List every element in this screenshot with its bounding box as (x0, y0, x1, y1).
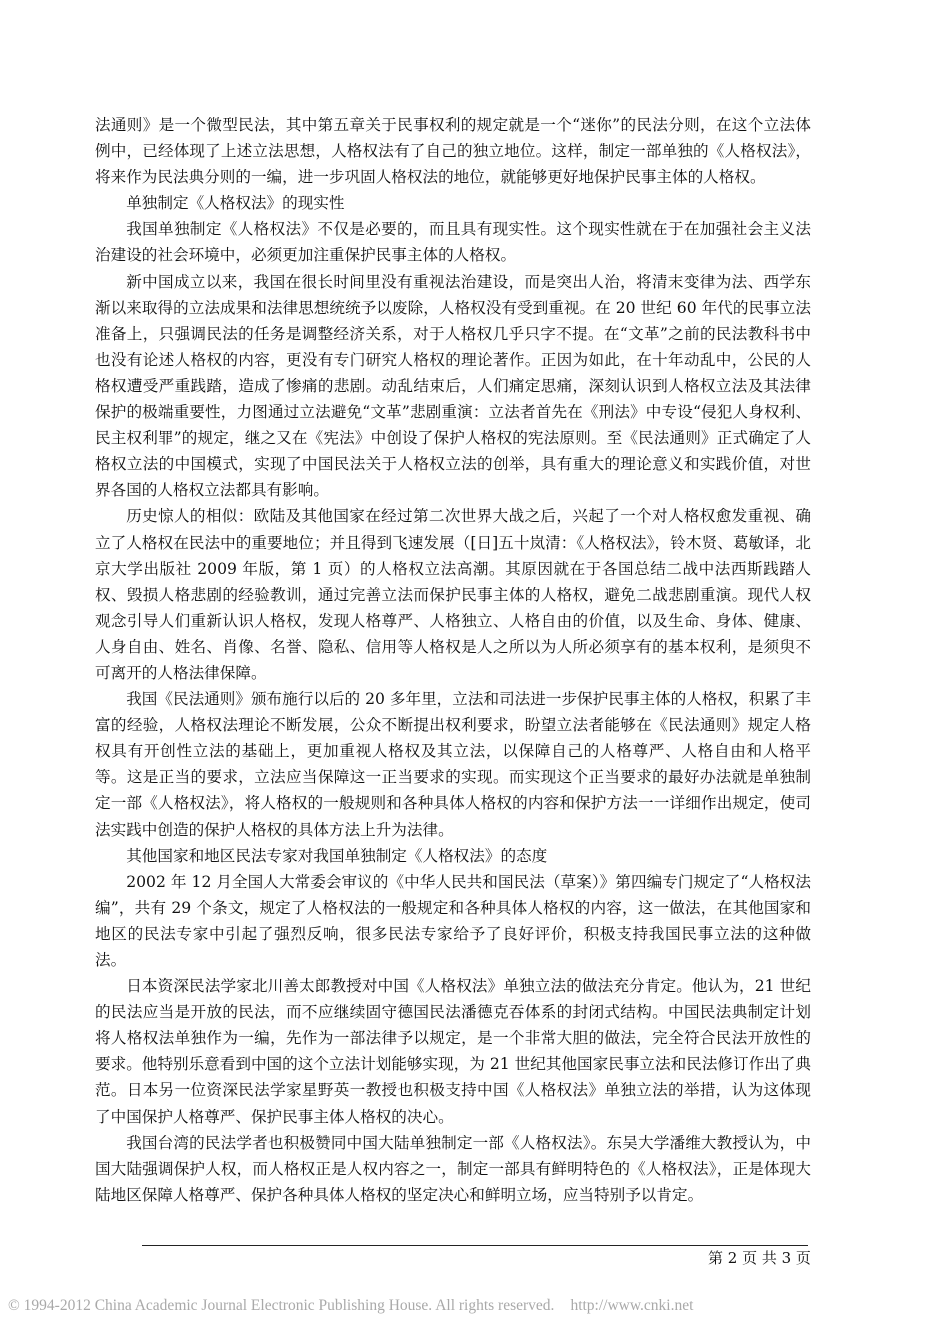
copyright-url: http://www.cnki.net (570, 1297, 694, 1314)
copyright-notice: © 1994-2012 China Academic Journal Electronic Publishing House. All rights reserved. (8, 1297, 555, 1314)
page-number: 第 2 页 共 3 页 (708, 1249, 811, 1267)
paragraph: 历史惊人的相似：欧陆及其他国家在经过第二次世界大战之后，兴起了一个对人格权愈发重视、确立了人格权在民法中的重要地位；并且得到飞速发展（[日]五十岚清：《人格权法》，铃木贤、葛敏译，北京大学出版社 2009 年版，第 1 页）的人格权立法高潮。其原因就在于各国总结二战中法西斯践踏人权、毁损人格悲剧的经验教训，通过完善立法而保护民事主体的人格权，避免二战悲剧重演。现代人权观念引导人们重新认识人格权，发现人格尊严、人格独立、人格自由的价值，以及生命、身体、健康、人身自由、姓名、肖像、名誉、隐私、信用等人格权是人之所以为人所必须享有的基本权利，是须臾不可离开的人格法律保障。 (95, 507, 811, 682)
paragraph: 2002 年 12 月全国人大常委会审议的《中华人民共和国民法（草案）》第四编专门规定了“人格权法编”，共有 29 个条文，规定了人格权法的一般规定和各种具体人格权的内容，这一做法，在其他国家和地区的民法专家中引起了强烈反响，很多民法专家给予了良好评价，积极支持我国民事立法的这种做法。 (95, 872, 811, 969)
copyright-watermark (8, 1296, 938, 1316)
footer-divider (142, 1245, 808, 1246)
paragraph: 日本资深民法学家北川善太郎教授对中国《人格权法》单独立法的做法充分肯定。他认为，21 世纪的民法应当是开放的民法，而不应继续固守德国民法潘德克吞体系的封闭式结构。中国民法典制定计划将人格权法单独作为一编，先作为一部法律予以规定，是一个非常大胆的做法，完全符合民法开放性的要求。他特别乐意看到中国的这个立法计划能够实现，为 21 世纪其他国家民事立法和民法修订作出了典范。日本另一位资深民法学家星野英一教授也积极支持中国《人格权法》单独立法的举措，认为这体现了中国保护人格尊严、保护民事主体人格权的决心。 (95, 977, 811, 1126)
paragraph: 法通则》是一个微型民法，其中第五章关于民事权利的规定就是一个“迷你”的民法分则，在这个立法体例中，已经体现了上述立法思想，人格权法有了自己的独立地位。这样，制定一部单独的《人格权法》，将来作为民法典分则的一编，进一步巩固人格权法的地位，就能够更好地保护民事主体的人格权。 (95, 116, 811, 187)
paragraph: 我国单独制定《人格权法》不仅是必要的，而且具有现实性。这个现实性就在于在加强社会主义法治建设的社会环境中，必须更加注重保护民事主体的人格权。 (95, 220, 811, 265)
section-heading: 单独制定《人格权法》的现实性 (126, 194, 345, 213)
section-heading: 其他国家和地区民法专家对我国单独制定《人格权法》的态度 (126, 846, 548, 865)
paragraph: 新中国成立以来，我国在很长时间里没有重视法治建设，而是突出人治，将清末变律为法、西学东渐以来取得的立法成果和法律思想统统予以废除，人格权没有受到重视。在 20 世纪 60 年代的民事立法准备上，只强调民法的任务是调整经济关系，对于人格权几乎只字不提。在“文革”之前的民法教科书中也没有论述人格权的内容，更没有专门研究人格权的理论著作。正因为如此，在十年动乱中，公民的人格权遭受严重践踏，造成了惨痛的悲剧。动乱结束后，人们痛定思痛，深刻认识到人格权立法及其法律保护的极端重要性，力图通过立法避免“文革”悲剧重演：立法者首先在《刑法》中专设“侵犯人身权利、民主权利罪”的规定，继之又在《宪法》中创设了保护人格权的宪法原则。至《民法通则》正式确定了人格权立法的中国模式，实现了中国民法关于人格权立法的创举，具有重大的理论意义和实践价值，对世界各国的人格权立法都具有影响。 (95, 272, 811, 500)
paragraph: 我国台湾的民法学者也积极赞同中国大陆单独制定一部《人格权法》。东吴大学潘维大教授认为，中国大陆强调保护人权，而人格权正是人权内容之一，制定一部具有鲜明特色的《人格权法》，正是体现大陆地区保障人格尊严、保护各种具体人格权的坚定决心和鲜明立场，应当特别予以肯定。 (95, 1133, 811, 1204)
body-text (95, 112, 811, 1208)
paragraph: 我国《民法通则》颁布施行以后的 20 多年里，立法和司法进一步保护民事主体的人格权，积累了丰富的经验，人格权法理论不断发展，公众不断提出权利要求，盼望立法者能够在《民法通则》规定人格权具有开创性立法的基础上，更加重视人格权及其立法，以保障自己的人格尊严、人格自由和人格平等。这是正当的要求，立法应当保障这一正当要求的实现。而实现这个正当要求的最好办法就是单独制定一部《人格权法》，将人格权的一般规则和各种具体人格权的内容和保护方法一一详细作出规定，使司法实践中创造的保护人格权的具体方法上升为法律。 (95, 690, 811, 839)
